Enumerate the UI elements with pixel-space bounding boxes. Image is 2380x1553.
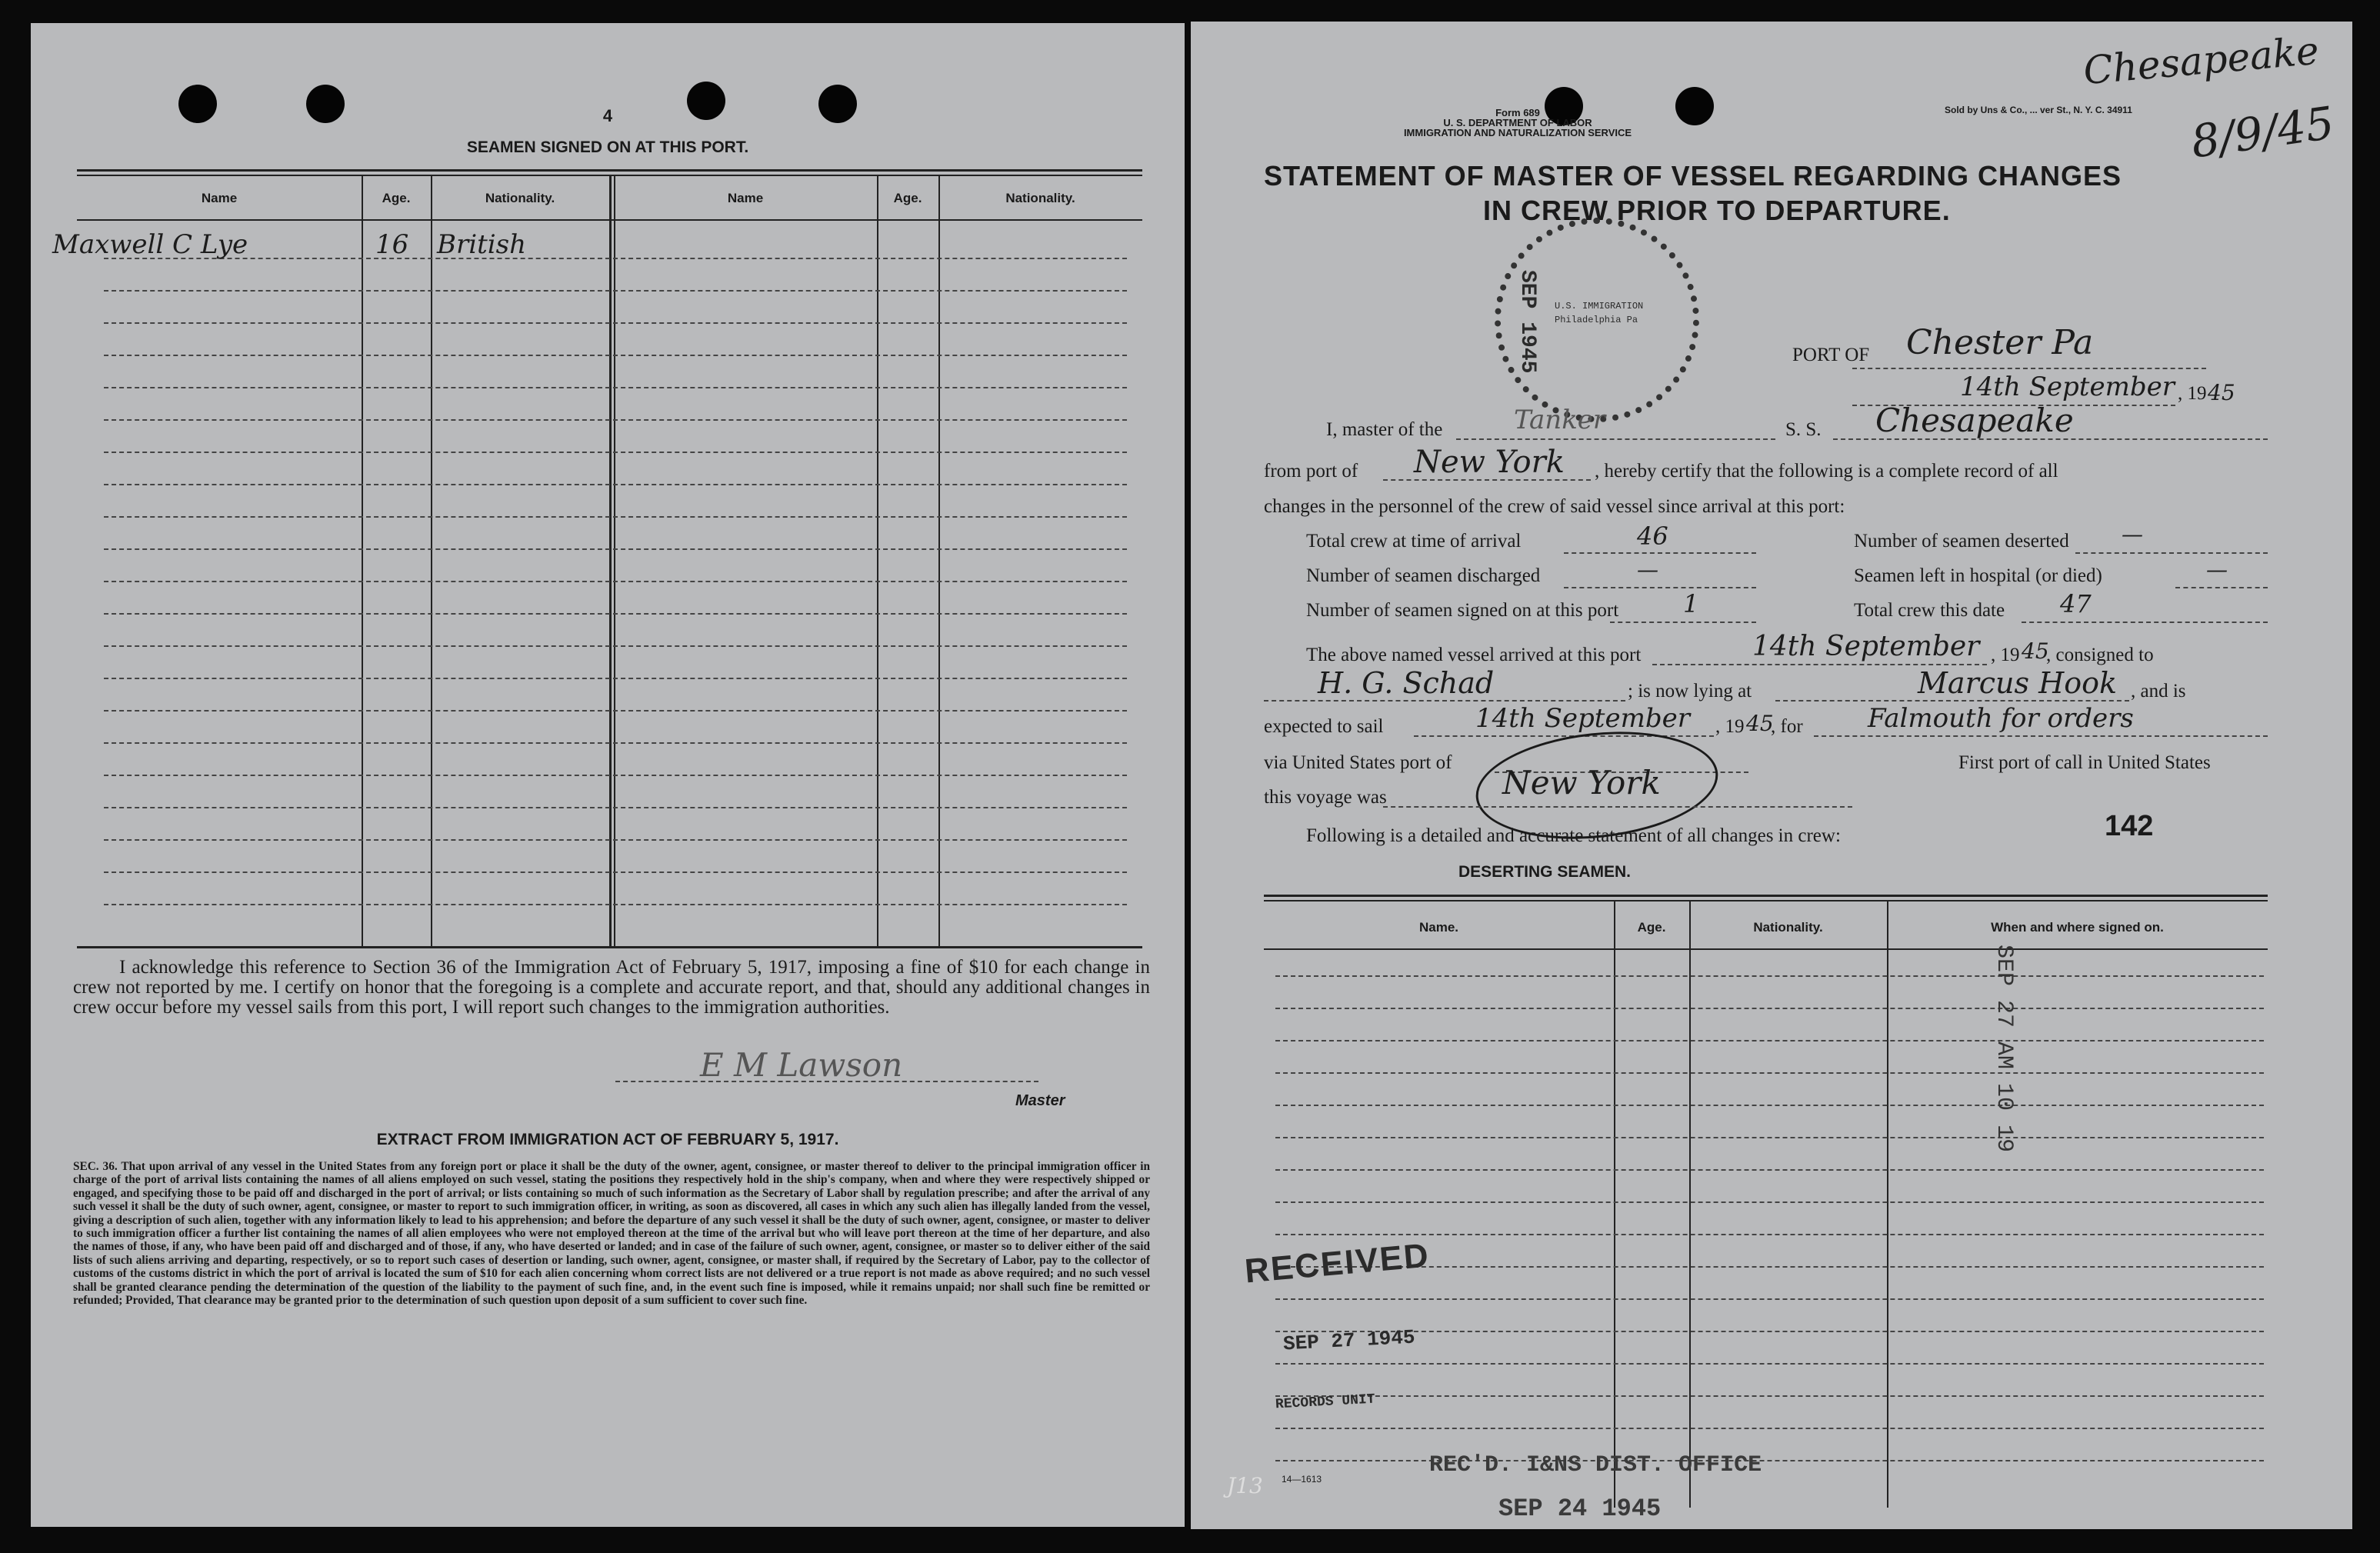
stamp-city: Philadelphia Pa: [1555, 315, 1638, 325]
consignee-value: H. G. Schad: [1318, 666, 1495, 700]
table-row: [104, 613, 1127, 615]
arrived-year-value: 45: [2022, 638, 2049, 664]
side-date-stamp: SEP 27 AM 10 19: [1991, 945, 2017, 1153]
vessel-type-line: [1456, 438, 1775, 440]
col-divider: [1614, 900, 1615, 1508]
expected-year-value: 45: [1746, 711, 1774, 736]
form-title-line1: STATEMENT OF MASTER OF VESSEL REGARDING CHANGES: [1264, 160, 2122, 192]
stat-value: 47: [2060, 589, 2092, 618]
table-row: [104, 678, 1127, 679]
top-annotation: Chesapeake: [2082, 28, 2321, 94]
desert-table-top-rule: [1264, 900, 2268, 901]
column-header-signed-on: When and where signed on.: [1991, 920, 2164, 935]
table-row: [104, 581, 1127, 582]
column-header-name: Name: [727, 191, 764, 205]
date-value: 14th September: [1960, 372, 2175, 402]
stat-value: —: [2206, 557, 2228, 582]
column-header-name: Name: [201, 191, 238, 205]
table-row: [1275, 1105, 2264, 1106]
voyage-label: this voyage was: [1264, 787, 1387, 808]
changes-text: changes in the personnel of the crew of said vessel since arrival at this port:: [1264, 496, 1845, 517]
table-row: [104, 710, 1127, 712]
recd-office-date: SEP 24 1945: [1498, 1495, 1662, 1523]
from-port-line: [1383, 479, 1591, 481]
arrived-line: [1652, 664, 1987, 665]
voyage-line: [1383, 806, 1852, 808]
table-row: [104, 355, 1127, 356]
table-row: [104, 516, 1127, 518]
service-label: IMMIGRATION AND NATURALIZATION SERVICE: [1403, 127, 1632, 138]
column-header-age: Age.: [893, 191, 922, 205]
from-port-label: from port of: [1264, 461, 1358, 482]
arrived-year-label: , 19: [1991, 645, 2020, 665]
stat-line: [2175, 587, 2268, 588]
left-page: [31, 23, 1185, 1527]
port-value: Chester Pa: [1906, 323, 2094, 362]
table-row: [104, 904, 1127, 905]
for-label: , for: [1771, 716, 1803, 737]
expected-value: 14th September: [1475, 703, 1690, 734]
table-row: [104, 484, 1127, 485]
for-value: Falmouth for orders: [1868, 703, 2134, 734]
table-row: [104, 807, 1127, 808]
records-unit-stamp: RECORDS UNIT: [1275, 1391, 1376, 1413]
stat-line: [2075, 552, 2268, 554]
for-line: [1814, 735, 2268, 737]
extract-title: EXTRACT FROM IMMIGRATION ACT OF FEBRUARY 5, 1917.: [376, 1131, 839, 1148]
and-is-label: , and is: [2131, 681, 2186, 702]
table-row: [1275, 1008, 2264, 1009]
table-row: [1275, 1460, 2264, 1461]
table-row: [1275, 1298, 2264, 1300]
form-number: Form 689: [1495, 107, 1540, 118]
master-label: Master: [1015, 1092, 1065, 1109]
table-row: [1275, 1395, 2264, 1397]
table-row: [1275, 1428, 2264, 1429]
stat-line: [1564, 587, 1756, 588]
table-row: [1275, 1137, 2264, 1138]
stat-value: 1: [1683, 589, 1699, 618]
port-label: PORT OF: [1792, 345, 1870, 365]
table-row: [1275, 1040, 2264, 1041]
table-row: [104, 452, 1127, 453]
punch-hole: [1675, 87, 1714, 125]
table-top-rule: [77, 169, 1142, 172]
table-row: [1275, 1331, 2264, 1332]
right-page: [1191, 22, 2352, 1529]
stat-label: Number of seamen signed on at this port: [1306, 600, 1619, 621]
following-label: Following is a detailed and accurate statement of all changes in crew:: [1306, 825, 1841, 846]
table-row: [1275, 975, 2264, 977]
stat-value: —: [2122, 522, 2143, 547]
stat-line: [2022, 622, 2268, 623]
page-number: 4: [602, 106, 613, 125]
ss-label: S. S.: [1785, 419, 1822, 440]
form-header: [1368, 108, 1668, 138]
first-call-label: First port of call in United States: [1958, 752, 2211, 773]
lying-label: ; is now lying at: [1628, 681, 1752, 702]
vessel-type-value: Tanker: [1514, 405, 1606, 435]
recd-office-stamp: REC'D. I&NS DIST. OFFICE: [1429, 1452, 1762, 1478]
table-row: [104, 290, 1127, 292]
table-bottom-rule: [77, 946, 1142, 948]
certify-text: , hereby certify that the following is a complete record of all: [1595, 461, 2058, 482]
received-date: SEP 27 1945: [1282, 1325, 1416, 1356]
table-row: [104, 871, 1127, 873]
year-value: 45: [2208, 380, 2235, 405]
stamp-date: SEP 1945: [1515, 270, 1539, 374]
stamp-agency: U.S. IMMIGRATION: [1555, 301, 1644, 312]
col-divider: [1887, 900, 1888, 1508]
column-header-age: Age.: [1637, 920, 1666, 935]
department-label: U. S. DEPARTMENT OF LABOR: [1443, 117, 1592, 128]
extract-text: SEC. 36. That upon arrival of any vessel in the United States from any foreign port or place it shall be the duty of the owner, agent, consignee, or master thereof to deliver to the principal immigration officer in charge of the port of arrival lists containing the names of all aliens employed on such vessel, stating the positions they respectively hold in the ship's company, when and where they were respectively shipped or engaged, and specifying those to be paid off and discharged in the port of arrival; or lists containing so much of such information as the Secretary of Labor shall by regulation prescribe; and after the arrival of any such vessel it shall be the duty of such owner, agent, consignee, or master to report to such immigration officer, in writing, as soon as discovered, all cases in which any such alien has illegally landed from the vessel, giving a description of such alien, together with any information likely to lead to his apprehension; and before the departure of any such vessel it shall be the duty of such owner, agent, consignee, or master to deliver to such immigration officer a further list containing the names of all alien employees who were not employed thereon at the time of the arrival but who will leave port thereon at the time of her departure, and also the names of those, if any, who have been paid off and discharged and of those, if any, who have deserted or landed; and in case of the failure of such owner, agent, consignee, or master so to deliver either of the said lists of such aliens arriving and departing, respectively, or so to report such cases of desertion or landing, such owner, agent, consignee, or master shall, if required by the Secretary of Labor, pay to the collector of customs of the customs district in which the port of arrival is located the sum of $10 for each alien concerning whom correct lists are not delivered or a true report is not made as above required; and no such vessel shall be granted clearance pending the determination of the question of the liability to the payment of such fine, and, in the event such fine is imposed, while it remains unpaid; nor shall such fine be remitted or refunded; Provided, That clearance may be granted prior to the determination of such question upon deposit of a sum sufficient to cover such fine.: [73, 1160, 1150, 1308]
expected-label: expected to sail: [1264, 716, 1384, 737]
circular-date-stamp: [1495, 218, 1699, 422]
master-of-label: I, master of the: [1326, 419, 1443, 440]
arrived-value: 14th September: [1752, 631, 1980, 662]
via-label: via United States port of: [1264, 752, 1452, 773]
from-port-value: New York: [1414, 445, 1565, 480]
voyage-value: New York: [1502, 764, 1661, 801]
signature-line: [615, 1081, 1038, 1082]
entry-name: Maxwell C Lye: [52, 229, 248, 260]
col-divider: [1689, 900, 1691, 1508]
table-row: [104, 258, 1127, 259]
stat-label: Total crew at time of arrival: [1306, 531, 1522, 552]
column-header-nationality: Nationality.: [1005, 191, 1075, 205]
column-header-age: Age.: [382, 191, 411, 205]
lying-line: [1775, 700, 2129, 702]
master-signature: E M Lawson: [700, 1046, 903, 1084]
deserting-heading: DESERTING SEAMEN.: [1458, 863, 1632, 881]
stat-label: Total crew this date: [1854, 600, 2005, 621]
stat-label: Seamen left in hospital (or died): [1854, 565, 2102, 586]
table-row: [104, 742, 1127, 744]
stat-line: [1610, 622, 1756, 623]
acknowledgement-text: I acknowledge this reference to Section 36 of the Immigration Act of February 5, 1917, imposing a fine of $10 for each change in crew not reported by me. I certify on honor that the foregoing is a complete and accurate report, and that, should any additional changes in crew occur before my vessel sails from this port, I will report such changes to the immigration authorities.: [73, 957, 1150, 1018]
port-line: [1852, 368, 2206, 369]
footer-code: 14—1613: [1282, 1474, 1322, 1485]
arrived-label: The above named vessel arrived at this port: [1306, 645, 1642, 665]
expected-year-label: , 19: [1715, 716, 1745, 737]
table-row: [1275, 1201, 2264, 1203]
ss-line: [1833, 438, 2268, 440]
year-label: , 19: [2178, 383, 2207, 404]
table-row: [1275, 1169, 2264, 1171]
column-header-nationality: Nationality.: [1753, 920, 1823, 935]
ss-value: Chesapeake: [1875, 402, 2074, 439]
table-row: [1275, 1072, 2264, 1074]
table-row: [1275, 1234, 2264, 1235]
stat-label: Number of seamen deserted: [1854, 531, 2069, 552]
column-header-name: Name.: [1418, 920, 1459, 935]
consignee-line: [1264, 700, 1625, 702]
table-row: [104, 775, 1127, 776]
table-row: [104, 645, 1127, 647]
consigned-label: , consigned to: [2046, 645, 2154, 665]
table-row: [104, 839, 1127, 841]
desert-table-header-rule: [1264, 948, 2268, 950]
lying-value: Marcus Hook: [1918, 666, 2117, 700]
table-row: [104, 387, 1127, 388]
entry-nationality: British: [437, 229, 526, 260]
form-title-line2: IN CREW PRIOR TO DEPARTURE.: [1483, 195, 1951, 226]
received-stamp: RECEIVED: [1243, 1236, 1432, 1291]
table-row: [1275, 1363, 2264, 1365]
table-row: [104, 419, 1127, 421]
stat-value: 46: [1637, 522, 1668, 551]
date-annotation: 8/9/45: [2188, 96, 2338, 168]
corner-mark: J13: [1227, 1473, 1263, 1498]
section-heading: SEAMEN SIGNED ON AT THIS PORT.: [466, 138, 749, 156]
stat-value: —: [1637, 557, 1658, 582]
stat-line: [1564, 552, 1756, 554]
table-row: [104, 548, 1127, 550]
stat-label: Number of seamen discharged: [1306, 565, 1541, 586]
table-row: [104, 322, 1127, 324]
column-header-nationality: Nationality.: [485, 191, 555, 205]
entry-age: 16: [375, 229, 409, 260]
desert-table-top-rule: [1264, 895, 2268, 897]
printer-credit: Sold by Uns & Co., ... ver St., N. Y. C. 34911: [1945, 105, 2132, 115]
document-number: 142: [2105, 810, 2154, 842]
